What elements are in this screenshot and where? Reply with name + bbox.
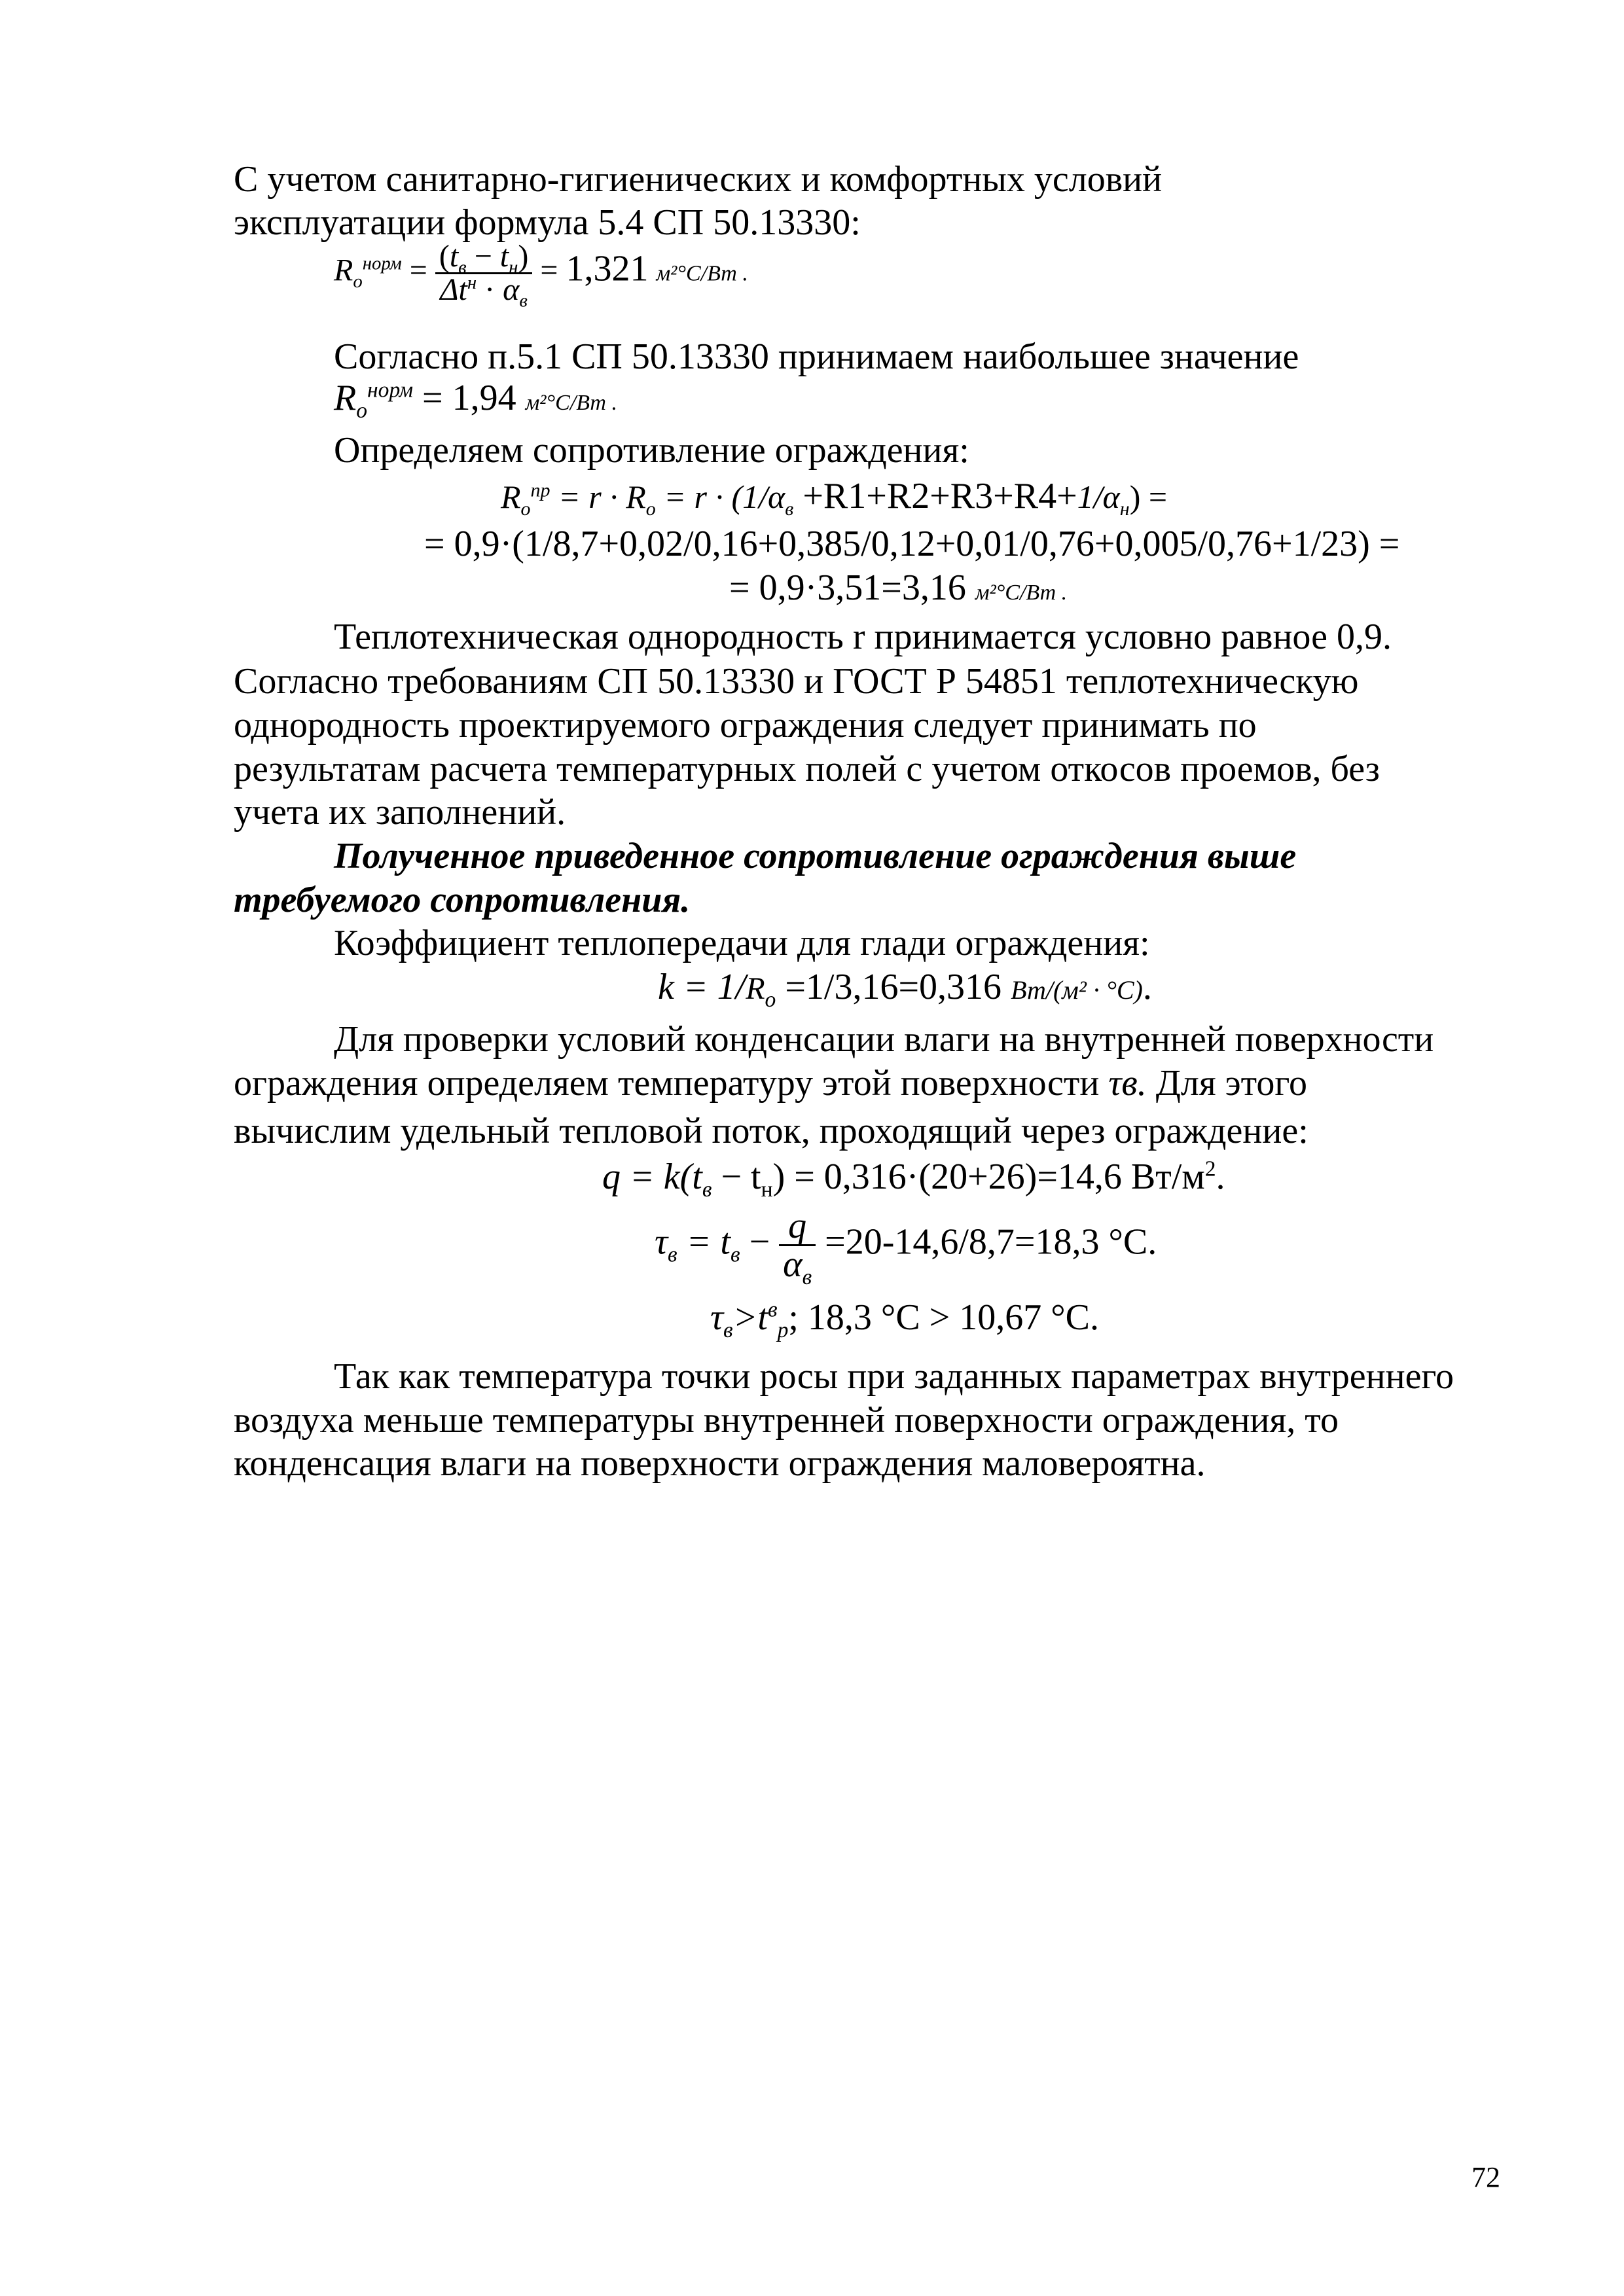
paragraph-1-line-2: эксплуатации формула 5.4 СП 50.13330: bbox=[234, 202, 861, 243]
formula-calculation-line: = 0,9·(1/8,7+0,02/0,16+0,385/0,12+0,01/0,76+0,005/0,76+1/23) = bbox=[424, 524, 1400, 564]
tau-fraction: $\frac{q}{\alpha_в}$ bbox=[779, 1208, 816, 1283]
conclusion-line-2: требуемого сопротивления. bbox=[234, 880, 691, 920]
formula-tau: $\tau_в = t_в$ − $\frac{q}{\alpha_в}$ =20-14,6/8,7=18,3 °C. bbox=[655, 1206, 1157, 1290]
formula-k: $k = 1/R_o =1/3,16=0,316$ Вт/(м² · °C). bbox=[658, 967, 1152, 1013]
conclusion-line-1: Полученное приведенное сопротивление ограждения выше bbox=[334, 836, 1297, 876]
paragraph-7-line-3: вычислим удельный тепловой поток, проходящий через ограждение: bbox=[234, 1111, 1308, 1151]
paragraph-2-line-1: Согласно п.5.1 СП 50.13330 принимаем наибольшее значение bbox=[334, 336, 1299, 377]
paragraph-8-line-3: конденсация влаги на поверхности ограждения маловероятна. bbox=[234, 1443, 1206, 1484]
paragraph-4-line-2: Согласно требованиям СП 50.13330 и ГОСТ Р 54851 теплотехническую bbox=[234, 661, 1359, 702]
paragraph-7-line-2: ограждения определяем температуру этой поверхности τв. Для этого bbox=[234, 1063, 1307, 1103]
formula-r-norm: $R_o^{норм}$ = $\frac{(t_в - t_н)}{\Delta t^н \cdot \alpha_в}$ = 1,321 м²°C/Вт . bbox=[334, 239, 748, 312]
page-number: 72 bbox=[1471, 2161, 1500, 2193]
paragraph-3-line-1: Определяем сопротивление ограждения: bbox=[334, 430, 969, 471]
paragraph-4-line-5: учета их заполнений. bbox=[234, 792, 566, 833]
paragraph-4-line-3: однородность проектируемого ограждения следует принимать по bbox=[234, 705, 1257, 745]
formula-fraction: $\frac{(t_в - t_н)}{\Delta t^н \cdot \alpha_в}$ bbox=[435, 241, 533, 306]
formula-r-norm-value: $R_o^{норм} = 1,94$ м²°C/Вт . bbox=[334, 378, 617, 423]
formula-comparison: $\tau_в>t^в_р$; 18,3 °C > 10,67 °C. bbox=[710, 1297, 1099, 1343]
formula-q: $q = k(t_в - t_н) = 0,316\cdot(20+26)=14,6$ $Вт/м^2$. bbox=[602, 1157, 1225, 1202]
paragraph-4-line-4: результатам расчета температурных полей с учетом откосов проемов, без bbox=[234, 749, 1380, 789]
paragraph-1-line-1: С учетом санитарно-гигиенических и комфортных условий bbox=[234, 159, 1163, 200]
formula-result-line: = 0,9·3,51=3,16 м²°C/Вт . bbox=[729, 567, 1068, 608]
paragraph-8-line-2: воздуха меньше температуры внутренней поверхности ограждения, то bbox=[234, 1400, 1339, 1441]
paragraph-7-line-1: Для проверки условий конденсации влаги на внутренней поверхности bbox=[334, 1019, 1434, 1060]
formula-r-pr: $R_o^{пр} = r \cdot R_o = r \cdot (1/\alpha_в +R1+R2+R3+R4+1/\alpha_н)$ = bbox=[501, 476, 1168, 520]
paragraph-6-line-1: Коэффициент теплопередачи для глади ограждения: bbox=[334, 923, 1150, 963]
paragraph-4-line-1: Теплотехническая однородность r принимается условно равное 0,9. bbox=[334, 617, 1392, 657]
paragraph-8-line-1: Так как температура точки росы при заданных параметрах внутреннего bbox=[334, 1356, 1454, 1397]
